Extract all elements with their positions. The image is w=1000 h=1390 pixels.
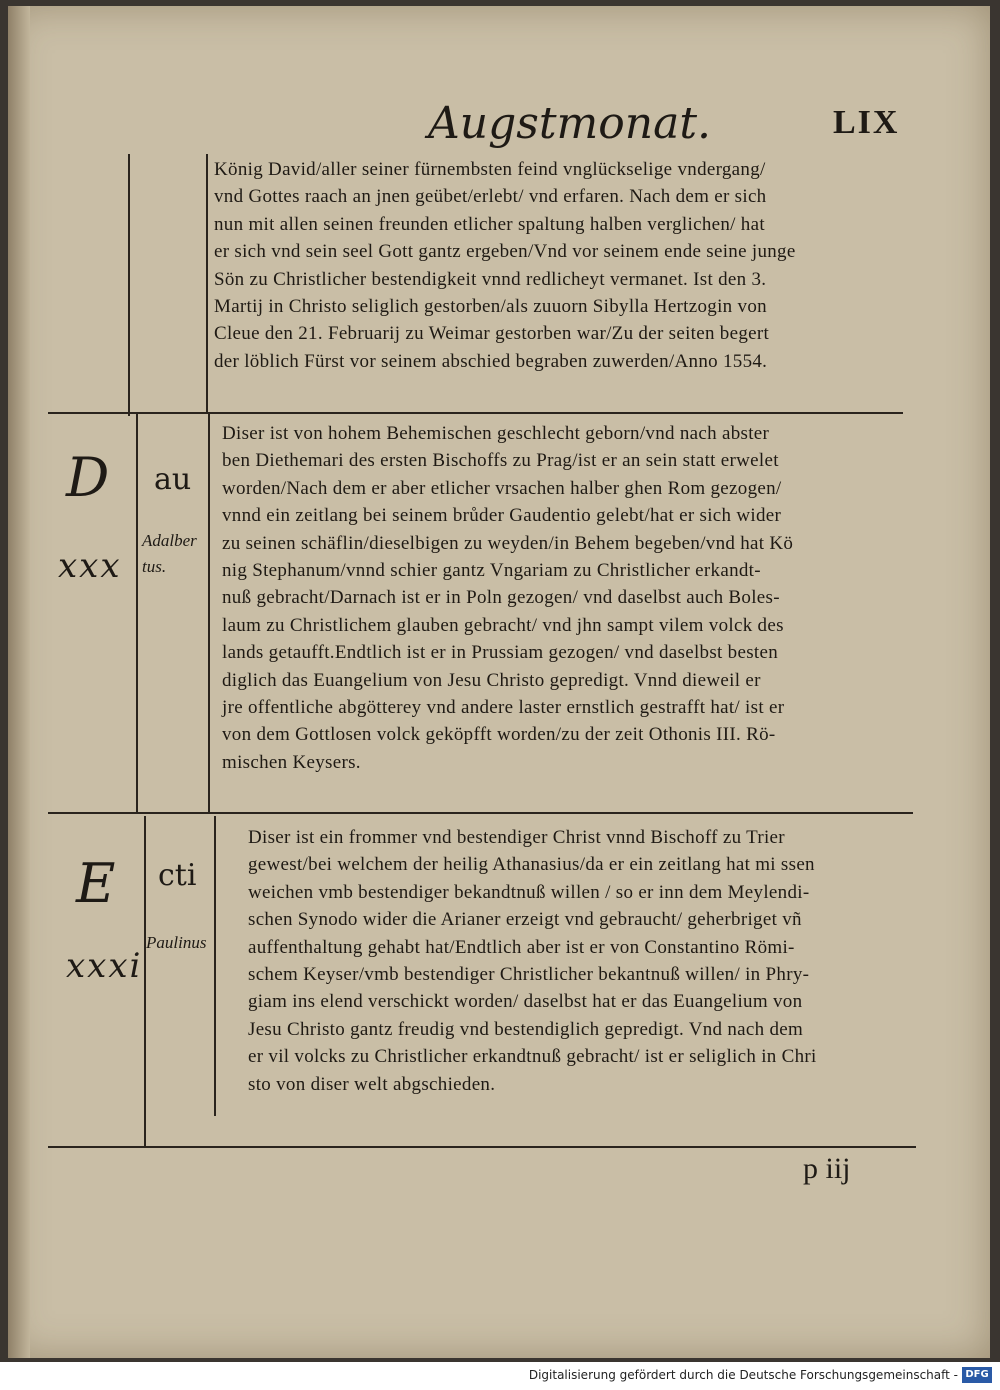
calendar-column-label: cti	[158, 858, 197, 893]
entry-divider	[48, 412, 903, 414]
folio-number: LIX	[833, 104, 900, 141]
margin-rule-left	[144, 816, 146, 1146]
dominical-letter: D	[66, 446, 110, 509]
signature-mark: p iij	[803, 1152, 851, 1185]
saint-name: Adalber tus.	[142, 531, 197, 576]
margin-rule-right	[208, 414, 210, 812]
margin-rule-left	[128, 154, 130, 416]
running-header-title: Augstmonat.	[428, 98, 711, 149]
margin-rule-right	[206, 154, 208, 414]
margin-rule-left	[136, 414, 138, 812]
entry-continuation-text: König David/aller seiner fürnembsten feind vnglückselige vndergang/ vnd Gottes raach an jnen geübet/erlebt/ vnd erfaren. Nach dem er sich nun mit allen seinen freunden etlicher spaltung halben verglichen/ hat er sich vnd sein seel Gott gantz ergeben/Vnd vor seinem ende seine junge Sön zu Christlicher bestendigkeit vnnd redlicheyt vermanet. Ist den 3. Martij in Christo seliglich gestorben/als zuuorn Sibylla Hertzogin von Cleue den 21. Februarij zu Weimar gestorben war/Zu der seiten begert der löblich Fürst vor seinem abschied begraben zuwerden/Anno 1554.	[214, 159, 796, 372]
entry-text: Diser ist ein frommer vnd bestendiger Christ vnnd Bischoff zu Trier gewest/bei welchem der heilig Athanasius/da er ein zeitlang hat mi ssen weichen vmb bestendiger bekandtnuß willen / so er inn dem Meylendi- schen Synodo wider die Arianer erzeigt vnd gebraucht/ geherbriget vñ auffenthaltung gehabt hat/Endtlich aber ist er von Constantino Römi- schem Keyser/vmb bestendiger Christlicher bekantnuß willen/ in Phry- giam ins elend verschickt worden/ daselbst hat er das Euangelium von Jesu Christo gantz freudig vnd bestendiglich gepredigt. Vnd nach dem er vil volcks zu Christlicher erkandtnuß gebracht/ ist er seliglich in Chri sto von diser welt abgschieden.	[248, 827, 817, 1095]
entry-text: Diser ist von hohem Behemischen geschlecht geborn/vnd nach abster ben Diethemari des ersten Bischoffs zu Prag/ist er an sein statt erwelet worden/Nach dem er aber etlicher vrsachen halber ghen Rom gezogen/ vnnd ein zeitlang bei seinem brůder Gaudentio gelebt/hat er sich wider zu seinen schäflin/dieselbigen zu weyden/in Behem begeben/vnd hat Kö nig Stephanum/vnnd schier gantz Vngariam zu Christlicher erkandt- nuß gebracht/Darnach ist er in Poln gezogen/ vnd daselbst auch Boles- laum zu Christlichem glauben gebracht/ vnd jhn sampt vilem volck des lands getaufft.Endtlich ist er in Prussiam gezogen/ vnd daselbst besten diglich das Euangelium von Jesu Christo gepredigt. Vnnd dieweil er jre offentliche abgötterey vnd andere laster ernstlich gestrafft hat/ ist er von dem Gottlosen volck geköpfft worden/zu der zeit Othonis III. Rö- mischen Keysers.	[222, 423, 794, 773]
calendar-column-label: au	[154, 462, 192, 497]
dfg-logo: DFG	[962, 1367, 992, 1383]
dominical-letter: E	[76, 852, 116, 915]
day-numeral: xxxi	[66, 946, 143, 986]
page-bottom-rule	[48, 1146, 916, 1148]
page-binding-edge	[8, 6, 30, 1358]
footer-credit-text: Digitalisierung gefördert durch die Deutsche Forschungsgemeinschaft -	[528, 1368, 958, 1382]
margin-rule-right	[214, 816, 216, 1116]
scanned-page	[8, 6, 990, 1358]
saint-name: Paulinus	[146, 933, 207, 952]
entry-divider	[48, 812, 913, 814]
day-numeral: xxx	[58, 546, 122, 586]
footer-bar	[0, 1362, 1000, 1390]
